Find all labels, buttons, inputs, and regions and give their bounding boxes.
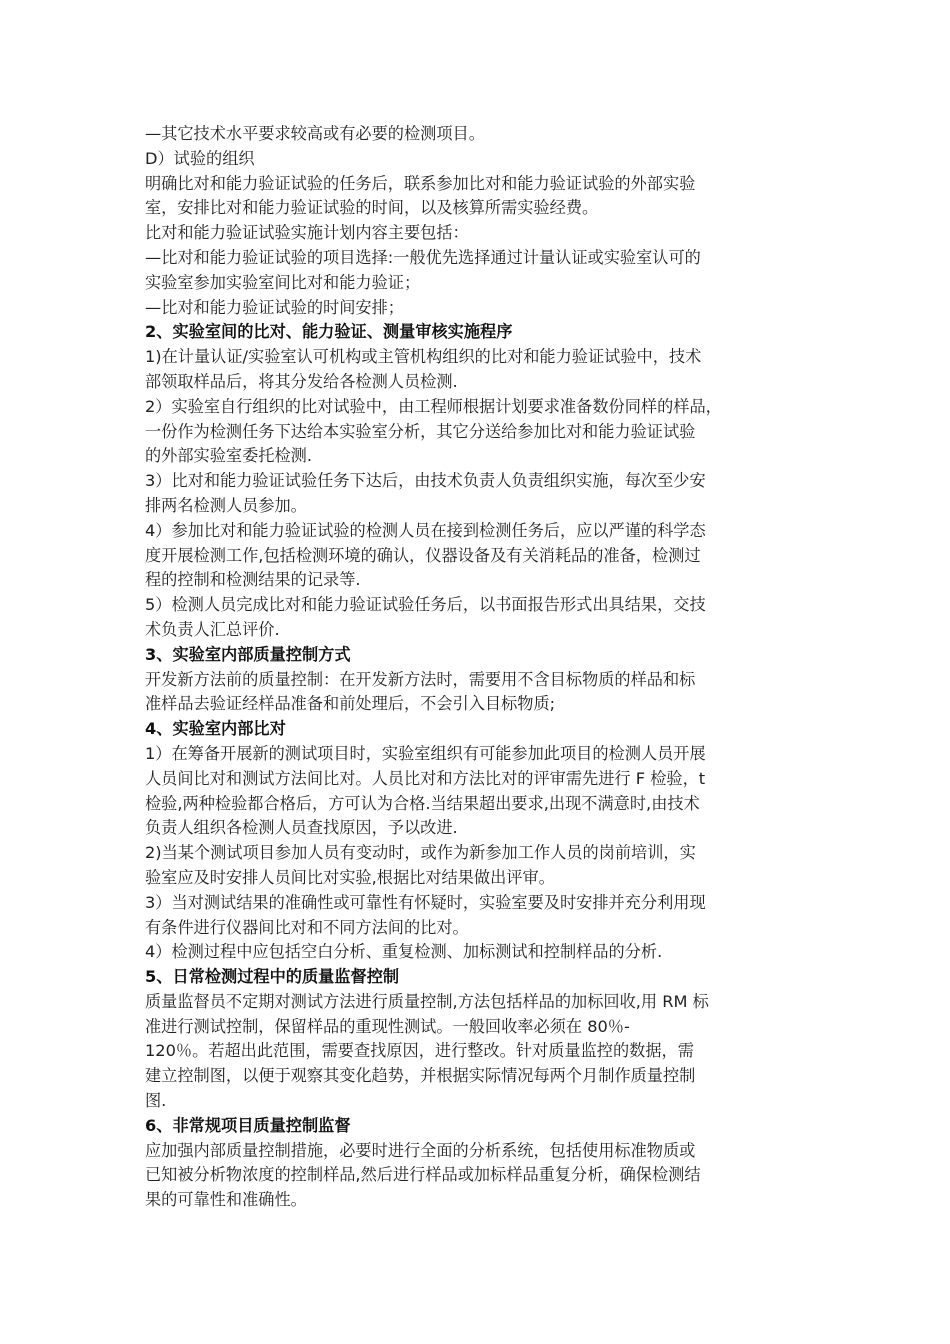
text-line: 术负责人汇总评价. [145,619,280,639]
section-heading: 5、日常检测过程中的质量监督控制 [145,967,400,987]
text-line: 2）实验室自行组织的比对试验中，由工程师根据计划要求准备数份同样的样品， [145,396,722,416]
text-line: 果的可靠性和准确性。 [145,1190,307,1210]
text-line: 明确比对和能力验证试验的任务后，联系参加比对和能力验证试验的外部实验 [145,173,696,193]
text-line: 的外部实验室委托检测. [145,446,313,466]
text-line: 建立控制图，以便于观察其变化趋势，并根据实际情况每两个月制作质量控制 [145,1066,696,1086]
text-line: —比对和能力验证试验的项目选择:一般优先选择通过计量认证或实验室认可的 [145,247,701,267]
text-line: 程的控制和检测结果的记录等. [145,570,361,590]
section-heading: 3、实验室内部质量控制方式 [145,644,351,664]
text-line: 部领取样品后，将其分发给各检测人员检测. [145,371,458,391]
section-heading: 6、非常规项目质量控制监督 [145,1115,351,1135]
text-line: 2)当某个测试项目参加人员有变动时，或作为新参加工作人员的岗前培训，实 [145,843,696,863]
section-heading: 2、实验室间的比对、能力验证、测量审核实施程序 [145,322,513,342]
text-line: 有条件进行仪器间比对和不同方法间的比对。 [145,917,469,937]
text-line: 图. [145,1091,167,1111]
text-line: 120％。若超出此范围，需要查找原因，进行整改。针对质量监控的数据，需 [145,1041,694,1061]
text-line: 准样品去验证经样品准备和前处理后，不会引入目标物质; [145,694,556,714]
text-line: 质量监督员不定期对测试方法进行质量控制,方法包括样品的加标回收,用 RM 标 [145,991,709,1011]
text-line: 3）比对和能力验证试验任务下达后，由技术负责人负责组织实施，每次至少安 [145,471,706,491]
text-line: 排两名检测人员参加。 [145,495,307,515]
text-line: 人员间比对和测试方法间比对。人员比对和方法比对的评审需先进行 F 检验，t [145,768,706,788]
text-line: 已知被分析物浓度的控制样品,然后进行样品或加标样品重复分析，确保检测结 [145,1165,701,1185]
text-line: 3）当对测试结果的准确性或可靠性有怀疑时，实验室要及时安排并充分利用现 [145,892,706,912]
text-line: 实验室参加实验室间比对和能力验证； [145,272,421,292]
text-line: 一份作为检测任务下达给本实验室分析，其它分送给参加比对和能力验证试验 [145,421,696,441]
text-line: 4）参加比对和能力验证试验的检测人员在接到检测任务后，应以严谨的科学态 [145,520,706,540]
text-line: —其它技术水平要求较高或有必要的检测项目。 [145,124,485,143]
text-line: 准进行测试控制，保留样品的重现性测试。一般回收率必须在 80％- [145,1016,630,1036]
document-page [145,122,817,1213]
text-line: —比对和能力验证试验的时间安排； [145,297,404,317]
text-line: 检验,两种检验都合格后，方可认为合格.当结果超出要求,出现不满意时,由技术 [145,793,700,813]
section-heading: 4、实验室内部比对 [145,719,286,739]
text-line: 开发新方法前的质量控制：在开发新方法时，需要用不含目标物质的样品和标 [145,669,696,689]
text-line: 1)在计量认证/实验室认可机构或主管机构组织的比对和能力验证试验中，技术 [145,347,702,367]
text-line: 应加强内部质量控制措施，必要时进行全面的分析系统，包括使用标准物质或 [145,1140,696,1160]
text-line: 4）检测过程中应包括空白分析、重复检测、加标测试和控制样品的分析. [145,942,663,962]
text-line: 1）在筹备开展新的测试项目时，实验室组织有可能参加此项目的检测人员开展 [145,743,706,763]
text-line: 比对和能力验证试验实施计划内容主要包括： [145,223,469,243]
text-line: 5）检测人员完成比对和能力验证试验任务后，以书面报告形式出具结果，交技 [145,595,706,615]
text-line: 室，安排比对和能力验证试验的时间，以及核算所需实验经费。 [145,198,599,218]
text-line: 度开展检测工作,包括检测环境的确认，仪器设备及有关消耗品的准备，检测过 [145,545,701,565]
text-line: D）试验的组织 [145,148,255,168]
text-line: 负责人组织各检测人员查找原因，予以改进. [145,818,458,838]
text-line: 验室应及时安排人员间比对实验,根据比对结果做出评审。 [145,867,555,887]
